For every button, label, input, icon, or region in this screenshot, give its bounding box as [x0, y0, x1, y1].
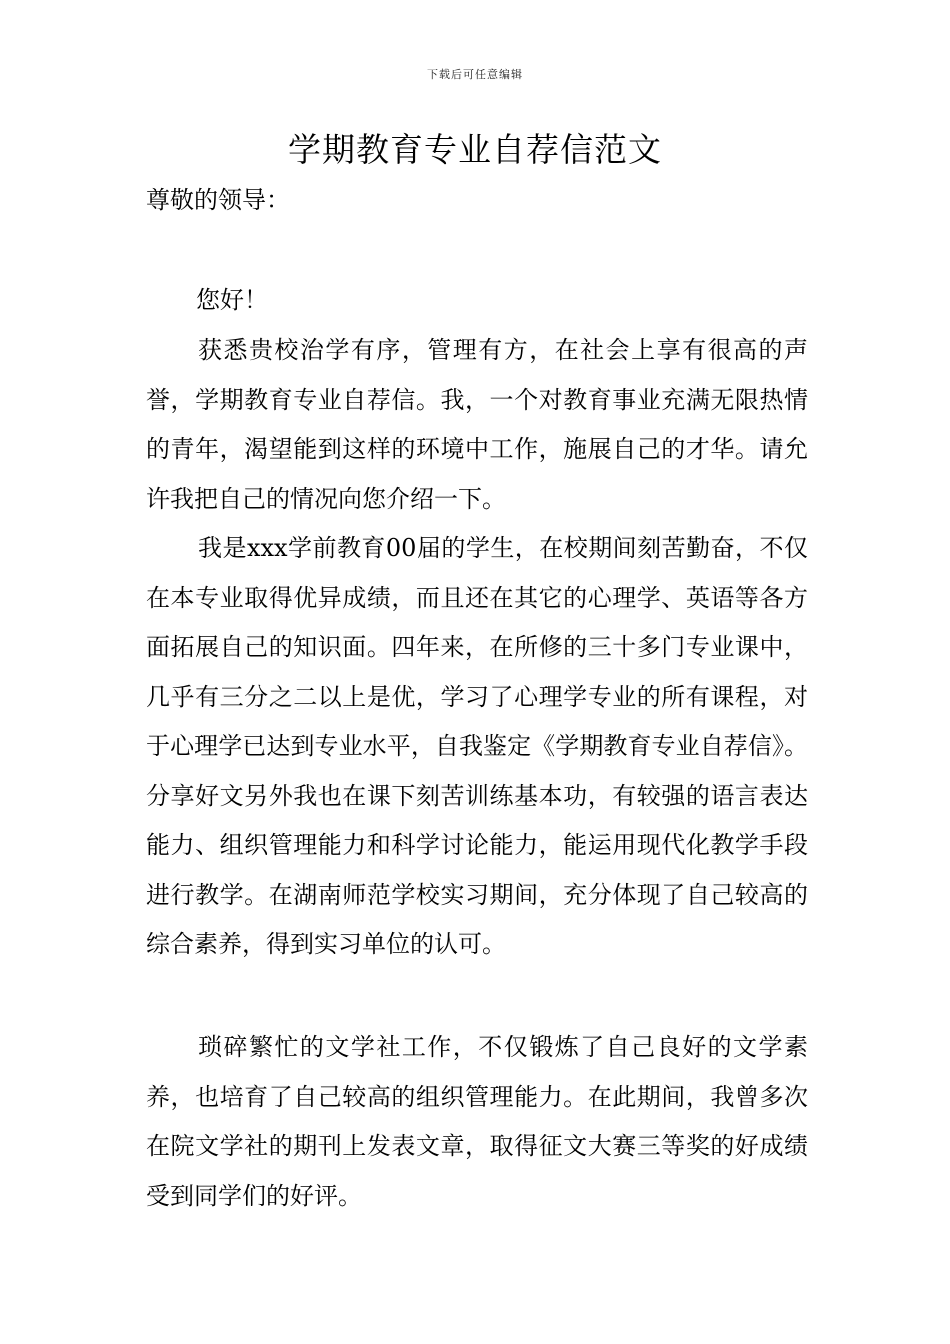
greeting: 您好！ — [196, 286, 268, 314]
paragraph: 我是xxx学前教育00届的学生，在校期间刻苦勤奋，不仅在本专业取得优异成绩，而且还在其它的心理学、英语等各方面拓展自己的知识面。四年来，在所修的三十多门专业课中，几乎有三分之二以上是优，学习了心理学专业的所有课程，对于心理学已达到专业水平，自我鉴定《学期教育专业自荐信》。 分享好文另外我也在课下刻苦训练基本功，有较强的语言表达能力、组织管理能力和科学讨论能力，能运用现代化教学手段进行教学。在湖南师范学校实习期间，充分体现了自己较高的综合素养，得到实习单位的认可。 — [146, 534, 808, 958]
paragraph: 获悉贵校治学有序，管理有方，在社会上享有很高的声誉，学期教育专业自荐信。我，一个对教育事业充满无限热情的青年，渴望能到这样的环境中工作，施展自己的才华。请允许我把自己的情况向您介绍一下。 — [146, 336, 808, 513]
document-title: 学期教育专业自荐信范文 — [288, 130, 662, 169]
header-note: 下载后可任意编辑 — [427, 68, 523, 81]
salutation: 尊敬的领导： — [146, 186, 290, 214]
paragraph: 琐碎繁忙的文学社工作，不仅锻炼了自己良好的文学素养，也培育了自己较高的组织管理能力。在此期间，我曾多次在院文学社的期刊上发表文章，取得征文大赛三等奖的好成绩受到同学们的好评。 — [146, 1033, 808, 1210]
